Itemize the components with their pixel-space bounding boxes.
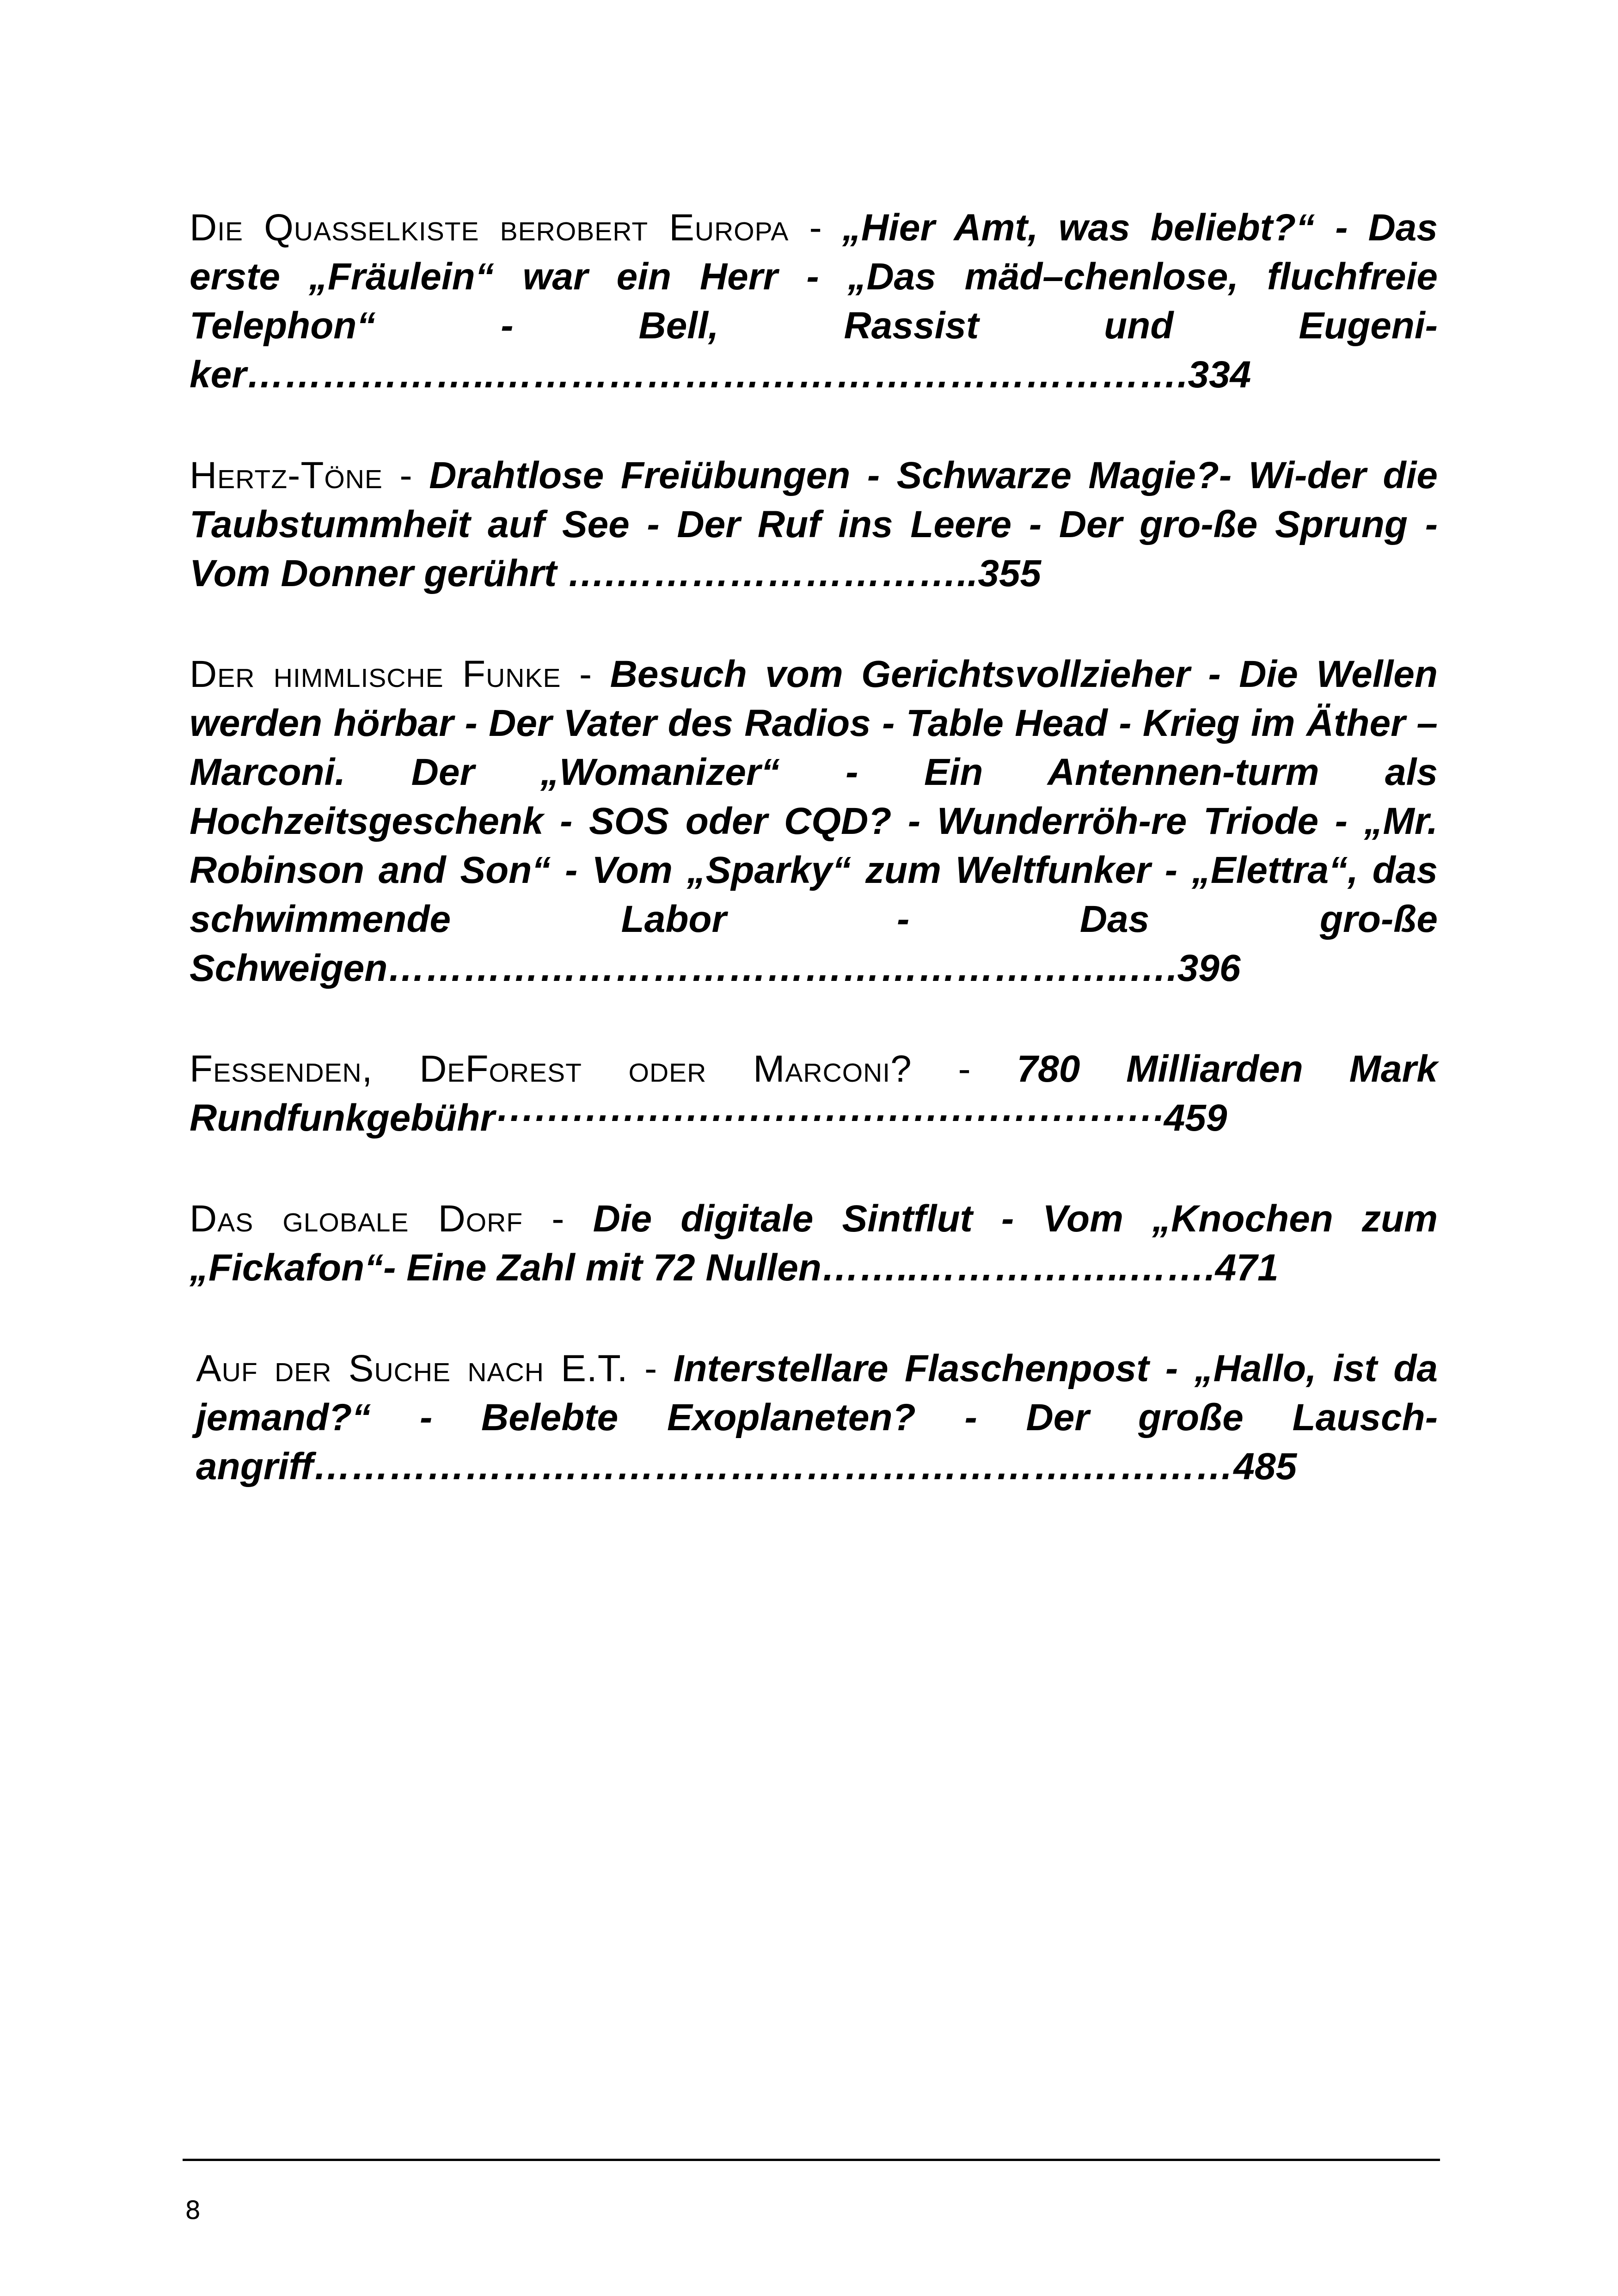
toc-entry xyxy=(190,650,1438,993)
chapter-topics: Drahtlose Freiübungen - Schwarze Magie?- Wi-der die Taubstummheit auf See - Der Ruf ins Leere - Der gro-ße Sprung - Vom Donner gerührt ….………………………..355 xyxy=(190,454,1438,594)
toc-entry xyxy=(190,451,1438,598)
separator: - xyxy=(912,1048,1017,1090)
chapter-topics: Interstellare Flaschenpost - „Hallo, ist da jemand?“ - Belebte Exoplaneten? - Der große Lausch-angriff…………………………………………………….…………485 xyxy=(196,1347,1438,1488)
chapter-title: Der himmlische Funke xyxy=(190,653,561,695)
separator: - xyxy=(382,454,429,496)
separator: - xyxy=(523,1198,593,1240)
page-number: 8 xyxy=(185,2196,201,2225)
toc-entry xyxy=(190,1344,1438,1491)
chapter-title: Die Quasselkiste berobert Europa xyxy=(190,207,789,249)
chapter-title: Fessenden, DeForest oder Marconi? xyxy=(190,1048,912,1090)
toc-entry xyxy=(190,203,1438,399)
separator: - xyxy=(628,1347,674,1390)
chapter-title: Hertz-Töne xyxy=(190,454,383,496)
chapter-topics: „Hier Amt, was beliebt?“ - Das erste „Fräulein“ war ein Herr - „Das mäd–chenlose, fluchfreie Telephon“ - Bell, Rassist und Eugeni-ker………………..……………………………………………….334 xyxy=(190,207,1438,396)
toc-entry xyxy=(190,1045,1438,1143)
separator: - xyxy=(789,207,842,249)
separator: - xyxy=(561,653,610,695)
chapter-title: Das globale Dorf xyxy=(190,1198,523,1240)
chapter-topics: Die digitale Sintflut - Vom „Knochen zum „Fickafon“- Eine Zahl mit 72 Nullen……..……………..…….471 xyxy=(190,1198,1438,1289)
table-of-contents xyxy=(190,203,1438,1543)
chapter-title: Auf der Suche nach E.T. xyxy=(196,1347,628,1390)
toc-entry xyxy=(190,1194,1438,1292)
footer-divider xyxy=(183,2159,1440,2161)
chapter-topics: Besuch vom Gerichtsvollzieher - Die Wellen werden hörbar - Der Vater des Radios - Table Head - Krieg im Äther – Marconi. Der „Womanizer“ - Ein Antennen-turm als Hochzeitsgeschenk - SOS oder CQD? - Wunderröh-re Triode - „Mr. Robinson and Son“ - Vom „Sparky“ zum Weltfunker - „Elettra“, das schwimmende Labor - Das gro-ße Schweigen…………………………………………………..….396 xyxy=(190,653,1438,989)
chapter-topics: 780 Milliarden Mark Rundfunkgebühr·····················································459 xyxy=(190,1048,1438,1139)
